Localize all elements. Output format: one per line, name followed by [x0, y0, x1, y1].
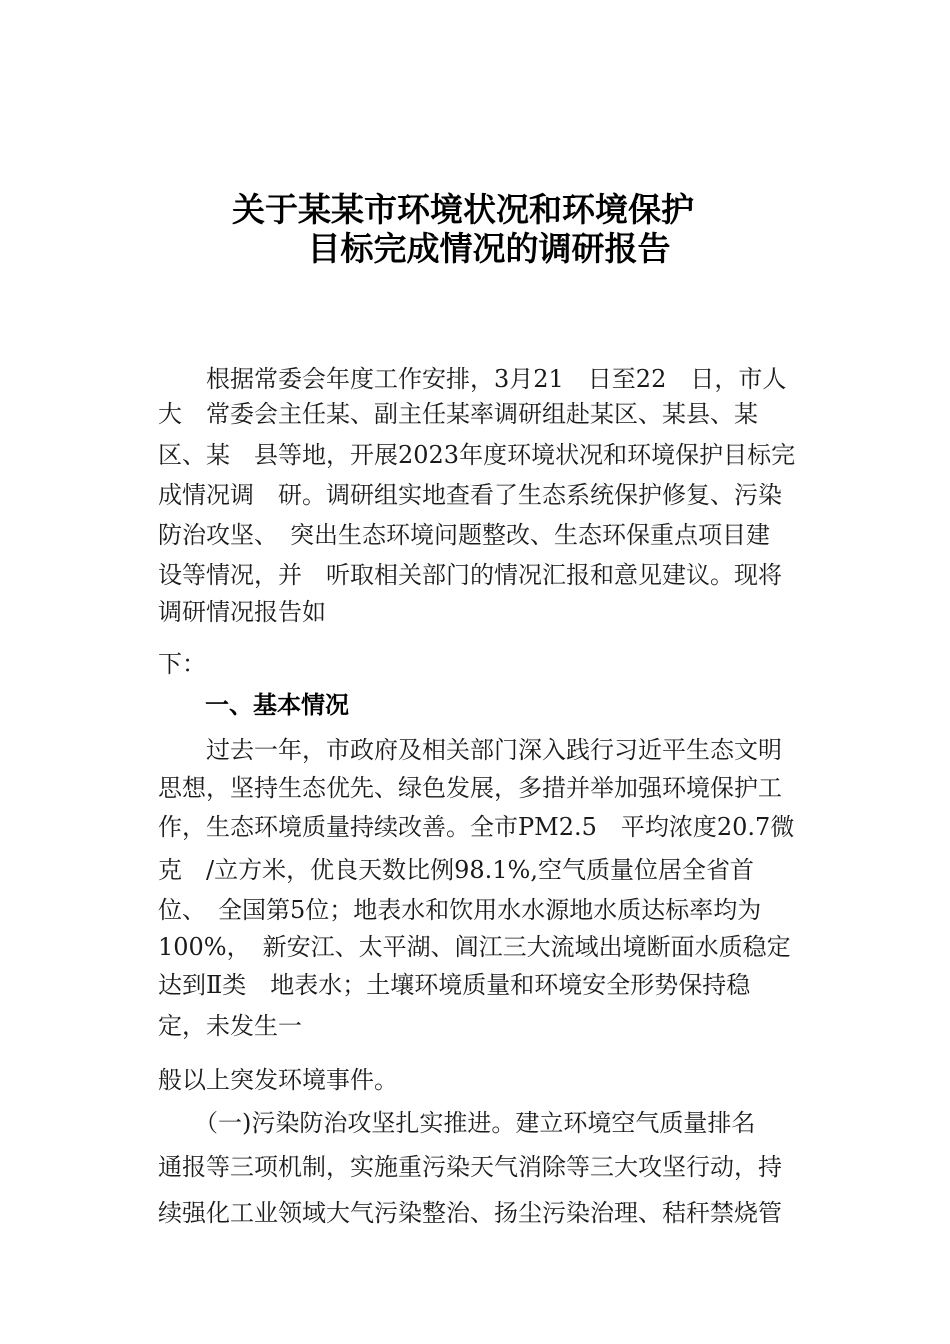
intro-line-1: 根据常委会年度工作安排，3月21 日至22 日，市人 — [158, 365, 787, 393]
section1-line-9: 般以上突发环境事件。 — [158, 1066, 398, 1094]
intro-line-3: 区、某 县等地，开展2023年度环境状况和环境保护目标完 — [158, 441, 796, 469]
intro-line-6: 设等情况，并 听取相关部门的情况汇报和意见建议。现将 — [158, 561, 782, 589]
subsection1-line-3: 续强化工业领域大气污染整治、扬尘污染治理、秸秆禁烧管 — [158, 1199, 782, 1227]
subsection1-line-1: （一)污染防治攻坚扎实推进。建立环境空气质量排名 — [158, 1109, 756, 1137]
intro-line-5: 防治攻坚、 突出生态环境问题整改、生态环保重点项目建 — [158, 521, 770, 549]
report-title-line-1: 关于某某市环境状况和环境保护 — [232, 190, 694, 229]
section1-line-6: 100%， 新安江、太平湖、阊江三大流域出境断面水质稳定 — [158, 933, 791, 961]
intro-line-4: 成情况调 研。调研组实地查看了生态系统保护修复、污染 — [158, 481, 782, 509]
section1-line-2: 思想，坚持生态优先、绿色发展，多措并举加强环境保护工 — [158, 774, 782, 802]
report-title-line-2: 目标完成情况的调研报告 — [307, 229, 671, 268]
intro-line-7: 调研情况报告如 — [158, 598, 326, 626]
section-heading-basic-situation: 一、基本情况 — [205, 691, 349, 719]
section1-line-3: 作，生态环境质量持续改善。全市PM2.5 平均浓度20.7微 — [158, 813, 795, 841]
intro-line-8: 下： — [158, 650, 206, 678]
subsection1-line-2: 通报等三项机制，实施重污染天气消除等三大攻坚行动，持 — [158, 1153, 782, 1181]
section1-line-7: 达到Ⅱ类 地表水；土壤环境质量和环境安全形势保持稳 — [158, 971, 751, 999]
intro-line-2: 大 常委会主任某、副主任某率调研组赴某区、某县、某 — [158, 400, 758, 428]
section1-line-1: 过去一年，市政府及相关部门深入践行习近平生态文明 — [158, 736, 782, 764]
section1-line-8: 定，未发生一 — [158, 1012, 302, 1040]
section1-line-5: 位、 全国第5位；地表水和饮用水水源地水质达标率均为 — [158, 896, 762, 924]
section1-line-4: 克 /立方米，优良天数比例98.1%,空气质量位居全省首 — [158, 856, 754, 884]
